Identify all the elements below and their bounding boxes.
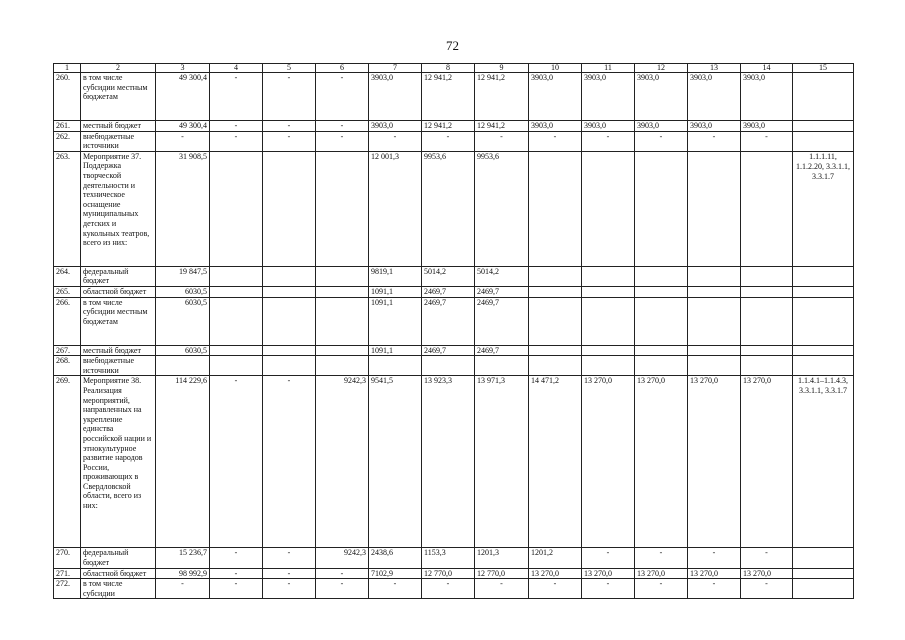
row-number: 261. xyxy=(54,121,81,132)
goal-reference xyxy=(793,73,854,121)
table-cell: 3903,0 xyxy=(688,73,741,121)
table-cell: 13 971,3 xyxy=(475,376,529,548)
table-cell: - xyxy=(316,568,369,579)
table-cell: 5014,2 xyxy=(475,266,529,286)
table-cell: 1153,3 xyxy=(422,548,475,568)
table-cell: 13 270,0 xyxy=(688,568,741,579)
table-cell: - xyxy=(263,131,316,151)
row-name: в том числе субсидии xyxy=(81,579,156,599)
table-cell: - xyxy=(688,548,741,568)
table-cell: - xyxy=(316,73,369,121)
table-cell xyxy=(582,266,635,286)
table-cell: 13 270,0 xyxy=(635,568,688,579)
goal-reference xyxy=(793,568,854,579)
table-cell: 5014,2 xyxy=(422,266,475,286)
table-cell: 12 941,2 xyxy=(422,73,475,121)
table-cell xyxy=(582,151,635,266)
table-cell: 12 941,2 xyxy=(422,121,475,132)
row-name: Мероприятие 37. Поддержка творческой деятельности и техническое оснащение муниципальных детских и кукольных театров, всего из них: xyxy=(81,151,156,266)
table-cell: - xyxy=(475,131,529,151)
table-cell xyxy=(529,151,582,266)
row-name: внебюджетные источники xyxy=(81,131,156,151)
table-cell: - xyxy=(422,131,475,151)
column-header: 5 xyxy=(263,64,316,73)
table-cell: - xyxy=(210,376,263,548)
row-name: областной бюджет xyxy=(81,286,156,297)
column-header: 4 xyxy=(210,64,263,73)
table-cell: - xyxy=(263,568,316,579)
table-cell: 9242,3 xyxy=(316,376,369,548)
table-cell xyxy=(635,286,688,297)
row-name: областной бюджет xyxy=(81,568,156,579)
table-cell xyxy=(529,286,582,297)
table-cell xyxy=(210,286,263,297)
row-number: 269. xyxy=(54,376,81,548)
table-cell: 12 941,2 xyxy=(475,121,529,132)
goal-reference xyxy=(793,548,854,568)
goal-reference xyxy=(793,131,854,151)
column-header: 7 xyxy=(369,64,422,73)
table-cell xyxy=(688,151,741,266)
row-number: 265. xyxy=(54,286,81,297)
row-number: 268. xyxy=(54,356,81,376)
table-header xyxy=(54,64,854,73)
column-header: 12 xyxy=(635,64,688,73)
row-name: в том числе субсидии местным бюджетам xyxy=(81,73,156,121)
table-cell: 3903,0 xyxy=(741,73,793,121)
table-cell: - xyxy=(529,579,582,599)
column-header: 10 xyxy=(529,64,582,73)
table-cell: 3903,0 xyxy=(582,121,635,132)
table-cell: 49 300,4 xyxy=(156,73,210,121)
table-cell: - xyxy=(210,579,263,599)
table-cell: - xyxy=(316,579,369,599)
table-cell xyxy=(741,297,793,345)
table-cell xyxy=(263,266,316,286)
table-cell xyxy=(210,356,263,376)
row-number: 271. xyxy=(54,568,81,579)
row-number: 263. xyxy=(54,151,81,266)
row-name: местный бюджет xyxy=(81,121,156,132)
row-number: 270. xyxy=(54,548,81,568)
table-cell: 13 923,3 xyxy=(422,376,475,548)
table-cell: 14 471,2 xyxy=(529,376,582,548)
column-header: 3 xyxy=(156,64,210,73)
table-cell xyxy=(741,345,793,356)
row-number: 264. xyxy=(54,266,81,286)
goal-reference xyxy=(793,345,854,356)
table-cell: 3903,0 xyxy=(635,73,688,121)
table-cell xyxy=(635,345,688,356)
row-name: федеральный бюджет xyxy=(81,266,156,286)
table-cell xyxy=(582,345,635,356)
table-cell: 6030,5 xyxy=(156,297,210,345)
table-cell: - xyxy=(741,548,793,568)
table-cell: 1091,1 xyxy=(369,345,422,356)
table-cell: - xyxy=(741,131,793,151)
table-cell xyxy=(529,356,582,376)
table-cell: 3903,0 xyxy=(529,121,582,132)
table-cell: 2469,7 xyxy=(422,286,475,297)
table-cell: 49 300,4 xyxy=(156,121,210,132)
table-cell: - xyxy=(263,376,316,548)
row-name: федеральный бюджет xyxy=(81,548,156,568)
table-cell: - xyxy=(369,131,422,151)
row-number: 272. xyxy=(54,579,81,599)
table-cell: 1201,3 xyxy=(475,548,529,568)
table-row xyxy=(54,548,854,568)
row-name: Мероприятие 38. Реализация мероприятий, направленных на укрепление единства российской нации и этнокультурное развитие народов России, проживающих в Свердловской области, всего из них: xyxy=(81,376,156,548)
table-cell: - xyxy=(688,579,741,599)
table-cell: 2438,6 xyxy=(369,548,422,568)
table-cell: 9953,6 xyxy=(475,151,529,266)
column-header: 13 xyxy=(688,64,741,73)
table-cell: - xyxy=(156,131,210,151)
table-cell xyxy=(316,297,369,345)
goal-reference: 1.1.1.11, 1.1.2.20, 3.3.1.1, 3.3.1.7 xyxy=(793,151,854,266)
table-cell xyxy=(422,356,475,376)
goal-reference xyxy=(793,356,854,376)
table-row xyxy=(54,73,854,121)
table-cell xyxy=(210,297,263,345)
table-cell: 2469,7 xyxy=(422,297,475,345)
table-cell: 9819,1 xyxy=(369,266,422,286)
table-cell xyxy=(688,297,741,345)
table-cell: - xyxy=(263,579,316,599)
table-cell: 1201,2 xyxy=(529,548,582,568)
table-cell: 12 770,0 xyxy=(475,568,529,579)
table-cell: - xyxy=(582,548,635,568)
table-cell: 3903,0 xyxy=(369,73,422,121)
page-number: 72 xyxy=(446,38,459,53)
table-cell xyxy=(529,266,582,286)
table-cell: 13 270,0 xyxy=(741,376,793,548)
table-cell xyxy=(688,356,741,376)
goal-reference xyxy=(793,579,854,599)
table-cell: 12 770,0 xyxy=(422,568,475,579)
table-cell xyxy=(688,266,741,286)
table-cell: 13 270,0 xyxy=(582,568,635,579)
table-body xyxy=(54,73,854,599)
table-cell: - xyxy=(316,121,369,132)
table-cell xyxy=(316,356,369,376)
table-cell: 9953,6 xyxy=(422,151,475,266)
table-row xyxy=(54,131,854,151)
table-cell: 114 229,6 xyxy=(156,376,210,548)
table-cell xyxy=(210,151,263,266)
row-number: 262. xyxy=(54,131,81,151)
row-number: 267. xyxy=(54,345,81,356)
table-cell: 3903,0 xyxy=(582,73,635,121)
table-cell: 2469,7 xyxy=(475,297,529,345)
table-cell xyxy=(741,286,793,297)
goal-reference xyxy=(793,297,854,345)
budget-table xyxy=(53,63,854,599)
column-header: 8 xyxy=(422,64,475,73)
table-cell xyxy=(263,286,316,297)
table-cell: - xyxy=(635,579,688,599)
table-cell xyxy=(582,356,635,376)
table-cell xyxy=(582,297,635,345)
table-cell: 12 941,2 xyxy=(475,73,529,121)
table-cell xyxy=(635,266,688,286)
column-header: 9 xyxy=(475,64,529,73)
table-row xyxy=(54,356,854,376)
table-cell: 15 236,7 xyxy=(156,548,210,568)
table-cell xyxy=(210,266,263,286)
table-cell: 2469,7 xyxy=(422,345,475,356)
table-cell xyxy=(741,266,793,286)
table-cell: 1091,1 xyxy=(369,286,422,297)
table-cell: - xyxy=(635,131,688,151)
table-row xyxy=(54,151,854,266)
table-cell xyxy=(635,356,688,376)
table-cell xyxy=(529,297,582,345)
table-cell xyxy=(369,356,422,376)
table-cell: 3903,0 xyxy=(741,121,793,132)
row-name: в том числе субсидии местным бюджетам xyxy=(81,297,156,345)
table-cell: 1091,1 xyxy=(369,297,422,345)
table-row xyxy=(54,579,854,599)
column-header: 11 xyxy=(582,64,635,73)
table-cell: 3903,0 xyxy=(369,121,422,132)
table-cell xyxy=(263,297,316,345)
row-number: 266. xyxy=(54,297,81,345)
table-cell: - xyxy=(529,131,582,151)
table-row xyxy=(54,121,854,132)
table-cell: - xyxy=(316,131,369,151)
table-row xyxy=(54,286,854,297)
table-cell: 3903,0 xyxy=(635,121,688,132)
table-cell: - xyxy=(582,131,635,151)
row-name: внебюджетные источники xyxy=(81,356,156,376)
table-cell: - xyxy=(688,131,741,151)
table-cell xyxy=(688,345,741,356)
table-cell: - xyxy=(210,73,263,121)
goal-reference xyxy=(793,266,854,286)
table-row xyxy=(54,266,854,286)
table-cell: 9242,3 xyxy=(316,548,369,568)
table-cell: 2469,7 xyxy=(475,286,529,297)
table-cell: 3903,0 xyxy=(688,121,741,132)
table-cell: 7102,9 xyxy=(369,568,422,579)
table-cell: - xyxy=(422,579,475,599)
table-cell: 98 992,9 xyxy=(156,568,210,579)
table-cell: 6030,5 xyxy=(156,286,210,297)
table-cell: - xyxy=(475,579,529,599)
table-cell: 31 908,5 xyxy=(156,151,210,266)
table-cell: - xyxy=(156,579,210,599)
table-cell xyxy=(263,151,316,266)
table-cell: - xyxy=(210,121,263,132)
table-cell xyxy=(263,356,316,376)
table-row xyxy=(54,376,854,548)
table-row xyxy=(54,297,854,345)
table-cell: 13 270,0 xyxy=(582,376,635,548)
goal-reference xyxy=(793,121,854,132)
row-number: 260. xyxy=(54,73,81,121)
table-cell: - xyxy=(582,579,635,599)
table-cell: - xyxy=(210,548,263,568)
table-cell: 13 270,0 xyxy=(688,376,741,548)
table-cell: 13 270,0 xyxy=(635,376,688,548)
table-cell: - xyxy=(263,73,316,121)
table-cell xyxy=(316,345,369,356)
table-cell xyxy=(741,356,793,376)
table-cell: 12 001,3 xyxy=(369,151,422,266)
table-cell: 2469,7 xyxy=(475,345,529,356)
table-cell: - xyxy=(210,568,263,579)
column-header: 15 xyxy=(793,64,854,73)
column-header: 6 xyxy=(316,64,369,73)
table-cell xyxy=(688,286,741,297)
goal-reference: 1.1.4.1–1.1.4.3, 3.3.1.1, 3.3.1.7 xyxy=(793,376,854,548)
table-row xyxy=(54,568,854,579)
table-cell: 13 270,0 xyxy=(741,568,793,579)
column-header: 1 xyxy=(54,64,81,73)
table-cell xyxy=(475,356,529,376)
row-name: местный бюджет xyxy=(81,345,156,356)
table-cell: - xyxy=(263,121,316,132)
table-cell: - xyxy=(635,548,688,568)
table-cell xyxy=(316,151,369,266)
table-cell xyxy=(316,266,369,286)
goal-reference xyxy=(793,286,854,297)
column-header: 14 xyxy=(741,64,793,73)
table-cell: - xyxy=(263,548,316,568)
table-cell xyxy=(582,286,635,297)
table-cell xyxy=(156,356,210,376)
table-cell xyxy=(210,345,263,356)
table-cell xyxy=(635,297,688,345)
table-cell xyxy=(263,345,316,356)
table-cell: - xyxy=(210,131,263,151)
table-cell: 19 847,5 xyxy=(156,266,210,286)
table-cell: 9541,5 xyxy=(369,376,422,548)
table-cell xyxy=(529,345,582,356)
table-cell xyxy=(635,151,688,266)
table-cell: 6030,5 xyxy=(156,345,210,356)
table-cell: 13 270,0 xyxy=(529,568,582,579)
table-row xyxy=(54,345,854,356)
table-cell: - xyxy=(369,579,422,599)
table-cell: - xyxy=(741,579,793,599)
table-cell xyxy=(316,286,369,297)
table-cell xyxy=(741,151,793,266)
column-header: 2 xyxy=(81,64,156,73)
table-cell: 3903,0 xyxy=(529,73,582,121)
